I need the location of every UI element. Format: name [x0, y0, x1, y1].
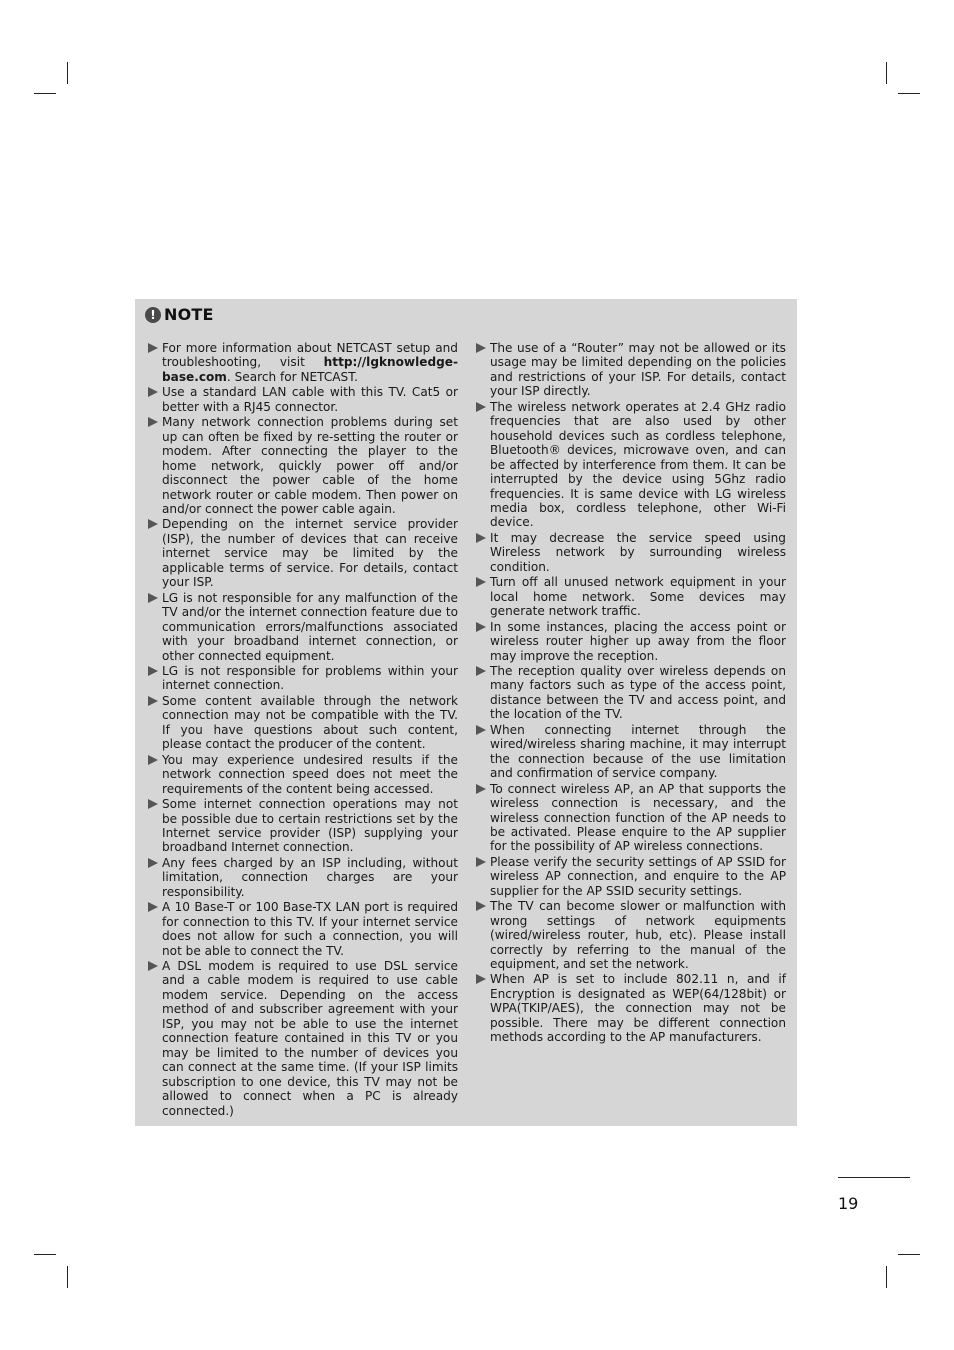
note-item: You may experience undesired results if the network connection speed does not meet the requirements of the content being accessed. [147, 753, 458, 796]
note-list-left [147, 341, 458, 1119]
note-item: LG is not responsible for any malfunction of the TV and/or the internet connection feature due to communication errors/malfunctions associated with your broadband internet connection, or other connected equipment. [147, 591, 458, 663]
note-item: A DSL modem is required to use DSL service and a cable modem is required to use cable modem service. Depending on the access method of and subscriber agreement with your ISP, you may not be able to use the internet connection feature contained in this TV or you may be limited to the number of devices you can connect at the same time. (If your ISP limits subscription to one device, this TV may not be allowed to connect when a PC is already connected.) [147, 959, 458, 1118]
note-title: NOTE [164, 305, 214, 324]
note-item: When connecting internet through the wired/wireless sharing machine, it may interrupt the connection because of the use limitation and confirmation of service company. [475, 723, 786, 781]
knowledge-base-link[interactable]: http://lgknowledge-base.com [162, 355, 458, 384]
note-item: For more information about NETCAST setup and troubleshooting, visit http://lgknowledge-base.com. Search for NETCAST. [147, 341, 458, 384]
crop-mark [34, 1254, 56, 1255]
note-item: In some instances, placing the access point or wireless router higher up away from the floor may improve the reception. [475, 620, 786, 663]
note-item: When AP is set to include 802.11 n, and if Encryption is designated as WEP(64/128bit) or WPA(TKIP/AES), the connection may not be possible. There may be different connection methods according to the AP manufacturers. [475, 972, 786, 1044]
note-item: It may decrease the service speed using Wireless network by surrounding wireless condition. [475, 531, 786, 574]
note-item: Some internet connection operations may not be possible due to certain restrictions set by the Internet service provider (ISP) supplying your broadband Internet connection. [147, 797, 458, 855]
note-box [135, 299, 797, 1126]
note-item: Turn off all unused network equipment in your local home network. Some devices may generate network traffic. [475, 575, 786, 618]
note-item: A 10 Base-T or 100 Base-TX LAN port is required for connection to this TV. If your internet service does not allow for such a connection, you will not be able to connect the TV. [147, 900, 458, 958]
crop-mark [67, 62, 68, 84]
crop-mark [898, 1254, 920, 1255]
note-item: The wireless network operates at 2.4 GHz radio frequencies that are also used by other household devices such as cordless telephone, Bluetooth® devices, microwave oven, and can be affected by interference from them. It can be interrupted by the device using 5Ghz radio frequencies. It is same device with LG wireless media box, cordless telephone, other Wi-Fi device. [475, 400, 786, 530]
note-item: The use of a “Router” may not be allowed or its usage may be limited depending on the policies and restrictions of your ISP. For details, contact your ISP directly. [475, 341, 786, 399]
note-item: The TV can become slower or malfunction with wrong settings of network equipments (wired/wireless router, hub, etc). Please install correctly by referring to the manual of the equipment, and set the network. [475, 899, 786, 971]
note-item: Some content available through the network connection may not be compatible with the TV. If you have questions about such content, please contact the producer of the content. [147, 694, 458, 752]
note-item: Please verify the security settings of AP SSID for wireless AP connection, and enquire to the AP supplier for the AP SSID security settings. [475, 855, 786, 898]
crop-mark [886, 1266, 887, 1288]
note-header [145, 305, 214, 324]
note-item: Any fees charged by an ISP including, without limitation, connection charges are your responsibility. [147, 856, 458, 899]
crop-mark [34, 93, 56, 94]
crop-mark [886, 62, 887, 84]
note-item: Depending on the internet service provider (ISP), the number of devices that can receive internet service may be limited by the applicable terms of service. For details, contact your ISP. [147, 517, 458, 589]
exclamation-icon: ! [145, 307, 161, 323]
page-number-rule [838, 1177, 910, 1178]
note-item: LG is not responsible for problems within your internet connection. [147, 664, 458, 693]
note-item: Many network connection problems during set up can often be fixed by re-setting the router or modem. After connecting the player to the home network, quickly power off and/or disconnect the power cable of the home network router or cable modem. Then power on and/or connect the power cable again. [147, 415, 458, 516]
note-item: The reception quality over wireless depends on many factors such as type of the access point, distance between the TV and access point, and the location of the TV. [475, 664, 786, 722]
note-item: Use a standard LAN cable with this TV. Cat5 or better with a RJ45 connector. [147, 385, 458, 414]
page-number: 19 [838, 1194, 859, 1213]
note-item: To connect wireless AP, an AP that supports the wireless connection is necessary, and the wireless connection function of the AP needs to be activated. Please enquire to the AP supplier for the possibility of AP wireless connections. [475, 782, 786, 854]
crop-mark [898, 93, 920, 94]
note-list-right [475, 341, 786, 1046]
crop-mark [67, 1266, 68, 1288]
